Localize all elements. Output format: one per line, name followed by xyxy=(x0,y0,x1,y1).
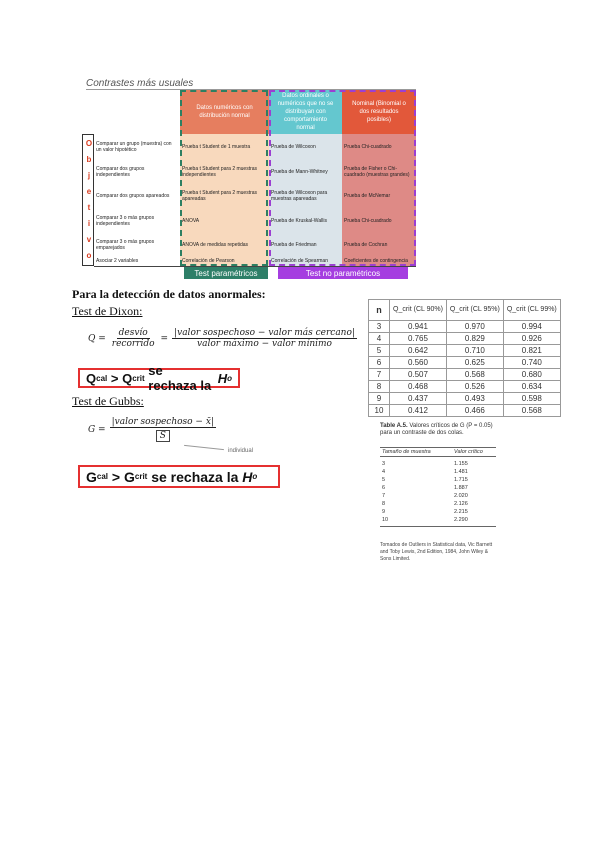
equals-sign: = xyxy=(160,333,169,344)
table-cell: 0.642 xyxy=(390,345,447,357)
greater-than: > xyxy=(110,370,119,386)
dixon-critical-table xyxy=(368,299,561,417)
numerator: |valor sospechoso − x̄| xyxy=(111,417,214,427)
column-header: Valor crítico xyxy=(454,449,483,455)
g-symbol: G xyxy=(123,468,135,485)
table-row xyxy=(380,484,496,492)
objective-letter: e xyxy=(86,187,92,196)
table-row xyxy=(94,184,416,209)
h-subscript: o xyxy=(252,472,258,481)
table-cell: 0.568 xyxy=(446,369,503,381)
table-cell: 0.740 xyxy=(503,357,560,369)
table-cell: 10 xyxy=(382,517,389,523)
h-subscript: o xyxy=(227,373,232,383)
denominator: valor máximo − valor mínimo xyxy=(197,339,332,349)
parametric-cell: ANOVA de medidas repetidas xyxy=(180,234,269,256)
column-header: Q_crit (CL 95%) xyxy=(446,300,503,321)
table-cell: 5 xyxy=(382,477,386,483)
objective-cell: Comparar 3 o más grupos independientes xyxy=(94,208,180,234)
table-cell: 1.155 xyxy=(454,461,468,467)
table-cell: 10 xyxy=(369,405,390,417)
table-cell: 2.290 xyxy=(454,517,468,523)
objective-cell: Comparar dos grupos independientes xyxy=(94,160,180,184)
table-cell: 0.412 xyxy=(390,405,447,417)
objective-column xyxy=(82,134,94,266)
nominal-cell: Prueba Chi-cuadrado xyxy=(342,134,416,160)
rule-text: se rechaza la xyxy=(151,468,239,485)
table-cell: 0.466 xyxy=(446,405,503,417)
table-rule xyxy=(380,456,496,457)
caption-label: Table A.5. xyxy=(380,423,408,429)
table-cell: 0.710 xyxy=(446,345,503,357)
table-row xyxy=(380,500,496,508)
table-cell: 6 xyxy=(369,357,390,369)
table-row xyxy=(369,369,561,381)
table-cell: 2.020 xyxy=(454,493,468,499)
table-cell: 3 xyxy=(369,321,390,333)
numerator: |valor sospechoso − valor más cercano| xyxy=(174,328,355,338)
objective-letter: b xyxy=(86,155,92,164)
table-row xyxy=(94,234,416,257)
table-cell: 7 xyxy=(369,369,390,381)
objective-cell: Comparar un grupo (muestra) con un valor hipotético xyxy=(94,134,180,160)
grubbs-title: Test de Gubbs: xyxy=(72,394,144,408)
contrasts-title: Contrastes más usuales xyxy=(86,78,194,89)
table-cell: 0.829 xyxy=(446,333,503,345)
nonparametric-cell: Prueba de Friedman xyxy=(269,234,342,256)
table-cell: 0.634 xyxy=(503,381,560,393)
table-row xyxy=(94,208,416,235)
header-parametric-normal: Datos numéricos con distribución normal xyxy=(180,90,269,134)
rule-text: se rechaza la xyxy=(148,363,212,393)
q-symbol: Q xyxy=(122,370,133,386)
table-row xyxy=(380,516,496,524)
column-header: n xyxy=(369,300,390,321)
table-cell: 0.437 xyxy=(390,393,447,405)
objective-cell: Comparar 3 o más grupos emparejados xyxy=(94,234,180,256)
table-row xyxy=(94,160,416,185)
header-nonparametric: Datos ordinales o numéricos que no se distribuyan con comportamiento normal xyxy=(269,90,342,134)
table-row xyxy=(369,333,561,345)
parametric-cell: Prueba t Student para 2 muestras independientes xyxy=(180,160,269,184)
table-cell: 0.926 xyxy=(503,333,560,345)
table-cell: 2.215 xyxy=(454,509,468,515)
grubbs-critical-table xyxy=(380,447,496,527)
q-subscript-cal: cal xyxy=(96,373,108,383)
table-cell: 7 xyxy=(382,493,386,499)
table-row xyxy=(380,460,496,468)
table-cell: 9 xyxy=(369,393,390,405)
objective-cell: Comparar dos grupos apareados xyxy=(94,184,180,208)
table-cell: 4 xyxy=(369,333,390,345)
table-cell: 0.765 xyxy=(390,333,447,345)
table-row xyxy=(380,508,496,516)
annotation-arrow xyxy=(184,445,224,450)
column-header: Tamaño de muestra xyxy=(382,449,431,455)
formula-lhs: Q = xyxy=(88,333,106,344)
parametric-cell: Correlación de Pearson xyxy=(180,256,269,266)
table-cell: 3 xyxy=(382,461,386,467)
table-cell: 1.887 xyxy=(454,485,468,491)
nonparametric-cell: Prueba de Kruskal-Wallis xyxy=(269,208,342,234)
table-cell: 0.507 xyxy=(390,369,447,381)
column-header: Q_crit (CL 90%) xyxy=(390,300,447,321)
nonparametric-cell: Prueba de Wilcoxon xyxy=(269,134,342,160)
table-cell: 0.970 xyxy=(446,321,503,333)
table-cell: 8 xyxy=(369,381,390,393)
table-row xyxy=(369,321,561,333)
nonparametric-cell: Prueba de Wilcoxon para muestras apareadas xyxy=(269,184,342,208)
fraction xyxy=(110,417,216,442)
parametric-cell: Prueba t Student de 1 muestra xyxy=(180,134,269,160)
denominator: S xyxy=(156,430,170,442)
dixon-title: Test de Dixon: xyxy=(72,304,143,318)
grubbs-rule-box xyxy=(78,465,280,488)
table-cell: 8 xyxy=(382,501,386,507)
g-symbol: G xyxy=(86,468,97,485)
section-heading: Para la detección de datos anormales: xyxy=(72,287,266,301)
parametric-cell: ANOVA xyxy=(180,208,269,234)
table-row xyxy=(380,468,496,476)
q-subscript-crit: crit xyxy=(132,373,145,383)
column-header: Q_crit (CL 99%) xyxy=(503,300,560,321)
table-row xyxy=(380,492,496,500)
objective-letter: j xyxy=(87,171,91,180)
table-cell: 6 xyxy=(382,485,386,491)
nonparametric-tag: Test no paramétricos xyxy=(278,267,408,279)
nominal-cell: Prueba de McNemar xyxy=(342,184,416,208)
table-row xyxy=(369,405,561,417)
table-row xyxy=(380,476,496,484)
q-symbol: Q xyxy=(86,370,97,386)
table-cell: 0.568 xyxy=(503,405,560,417)
table-cell: 0.468 xyxy=(390,381,447,393)
parametric-cell: Prueba t Student para 2 muestras apareadas xyxy=(180,184,269,208)
table-cell: 0.526 xyxy=(446,381,503,393)
objective-cell: Asociar 2 variables xyxy=(94,256,180,266)
objective-letter: O xyxy=(85,139,93,148)
table-cell: 0.994 xyxy=(503,321,560,333)
objective-letter: v xyxy=(86,235,92,244)
denominator: recorrido xyxy=(111,339,155,349)
h-symbol: H xyxy=(217,370,228,386)
grubbs-table-source: Tomados de Outliers in Statistical data, Vic Barnett and Toby Lewis, 2nd Edition, 1984, John Wiley & Sons Limited. xyxy=(380,542,493,562)
table-rule xyxy=(380,526,496,527)
table-cell: 0.598 xyxy=(503,393,560,405)
table-cell: 9 xyxy=(382,509,386,515)
table-row xyxy=(369,381,561,393)
table-cell: 0.493 xyxy=(446,393,503,405)
fraction xyxy=(172,328,357,349)
table-cell: 0.821 xyxy=(503,345,560,357)
objective-letter: o xyxy=(86,251,92,260)
nominal-cell: Coeficientes de contingencia xyxy=(342,256,416,266)
table-row xyxy=(94,256,416,267)
grubbs-formula xyxy=(88,417,216,442)
caption-text: Valores críticos de G (P = 0.05) para un contraste de dos colas. xyxy=(380,423,493,436)
table-cell: 1.481 xyxy=(454,469,468,475)
table-cell: 5 xyxy=(369,345,390,357)
annotation-note: individual xyxy=(228,448,254,454)
fraction xyxy=(110,328,157,349)
numerator: desvío xyxy=(118,328,148,338)
greater-than: > xyxy=(111,468,121,485)
nominal-cell: Prueba Chi-cuadrado xyxy=(342,208,416,234)
contrasts-table xyxy=(82,90,416,266)
header-nominal: Nominal (Binomial o dos resultados posibles) xyxy=(342,90,416,134)
table-header-row xyxy=(380,448,496,456)
formula-lhs: G = xyxy=(88,424,106,435)
nominal-cell: Prueba de Cochran xyxy=(342,234,416,256)
grubbs-table-caption xyxy=(380,423,498,437)
table-cell: 0.625 xyxy=(446,357,503,369)
table-cell: 0.680 xyxy=(503,369,560,381)
table-cell: 1.715 xyxy=(454,477,468,483)
g-subscript-crit: crit xyxy=(134,472,148,481)
table-row xyxy=(369,345,561,357)
parametric-tag: Test paramétricos xyxy=(184,267,268,279)
nonparametric-cell: Correlación de Spearman xyxy=(269,256,342,266)
g-subscript-cal: cal xyxy=(96,472,109,481)
table-cell: 0.560 xyxy=(390,357,447,369)
dixon-formula xyxy=(88,328,357,349)
objective-letter: t xyxy=(87,203,91,212)
nominal-cell: Prueba de Fisher o Chi-cuadrado (muestras grandes) xyxy=(342,160,416,184)
table-cell: 0.941 xyxy=(390,321,447,333)
dixon-rule-box xyxy=(78,363,240,393)
nonparametric-cell: Prueba de Mann-Whitney xyxy=(269,160,342,184)
table-cell: 2.126 xyxy=(454,501,468,507)
table-row xyxy=(94,134,416,161)
table-row xyxy=(369,357,561,369)
table-row xyxy=(369,393,561,405)
objective-letter: i xyxy=(87,219,91,228)
table-cell: 4 xyxy=(382,469,386,475)
h-symbol: H xyxy=(242,468,253,485)
